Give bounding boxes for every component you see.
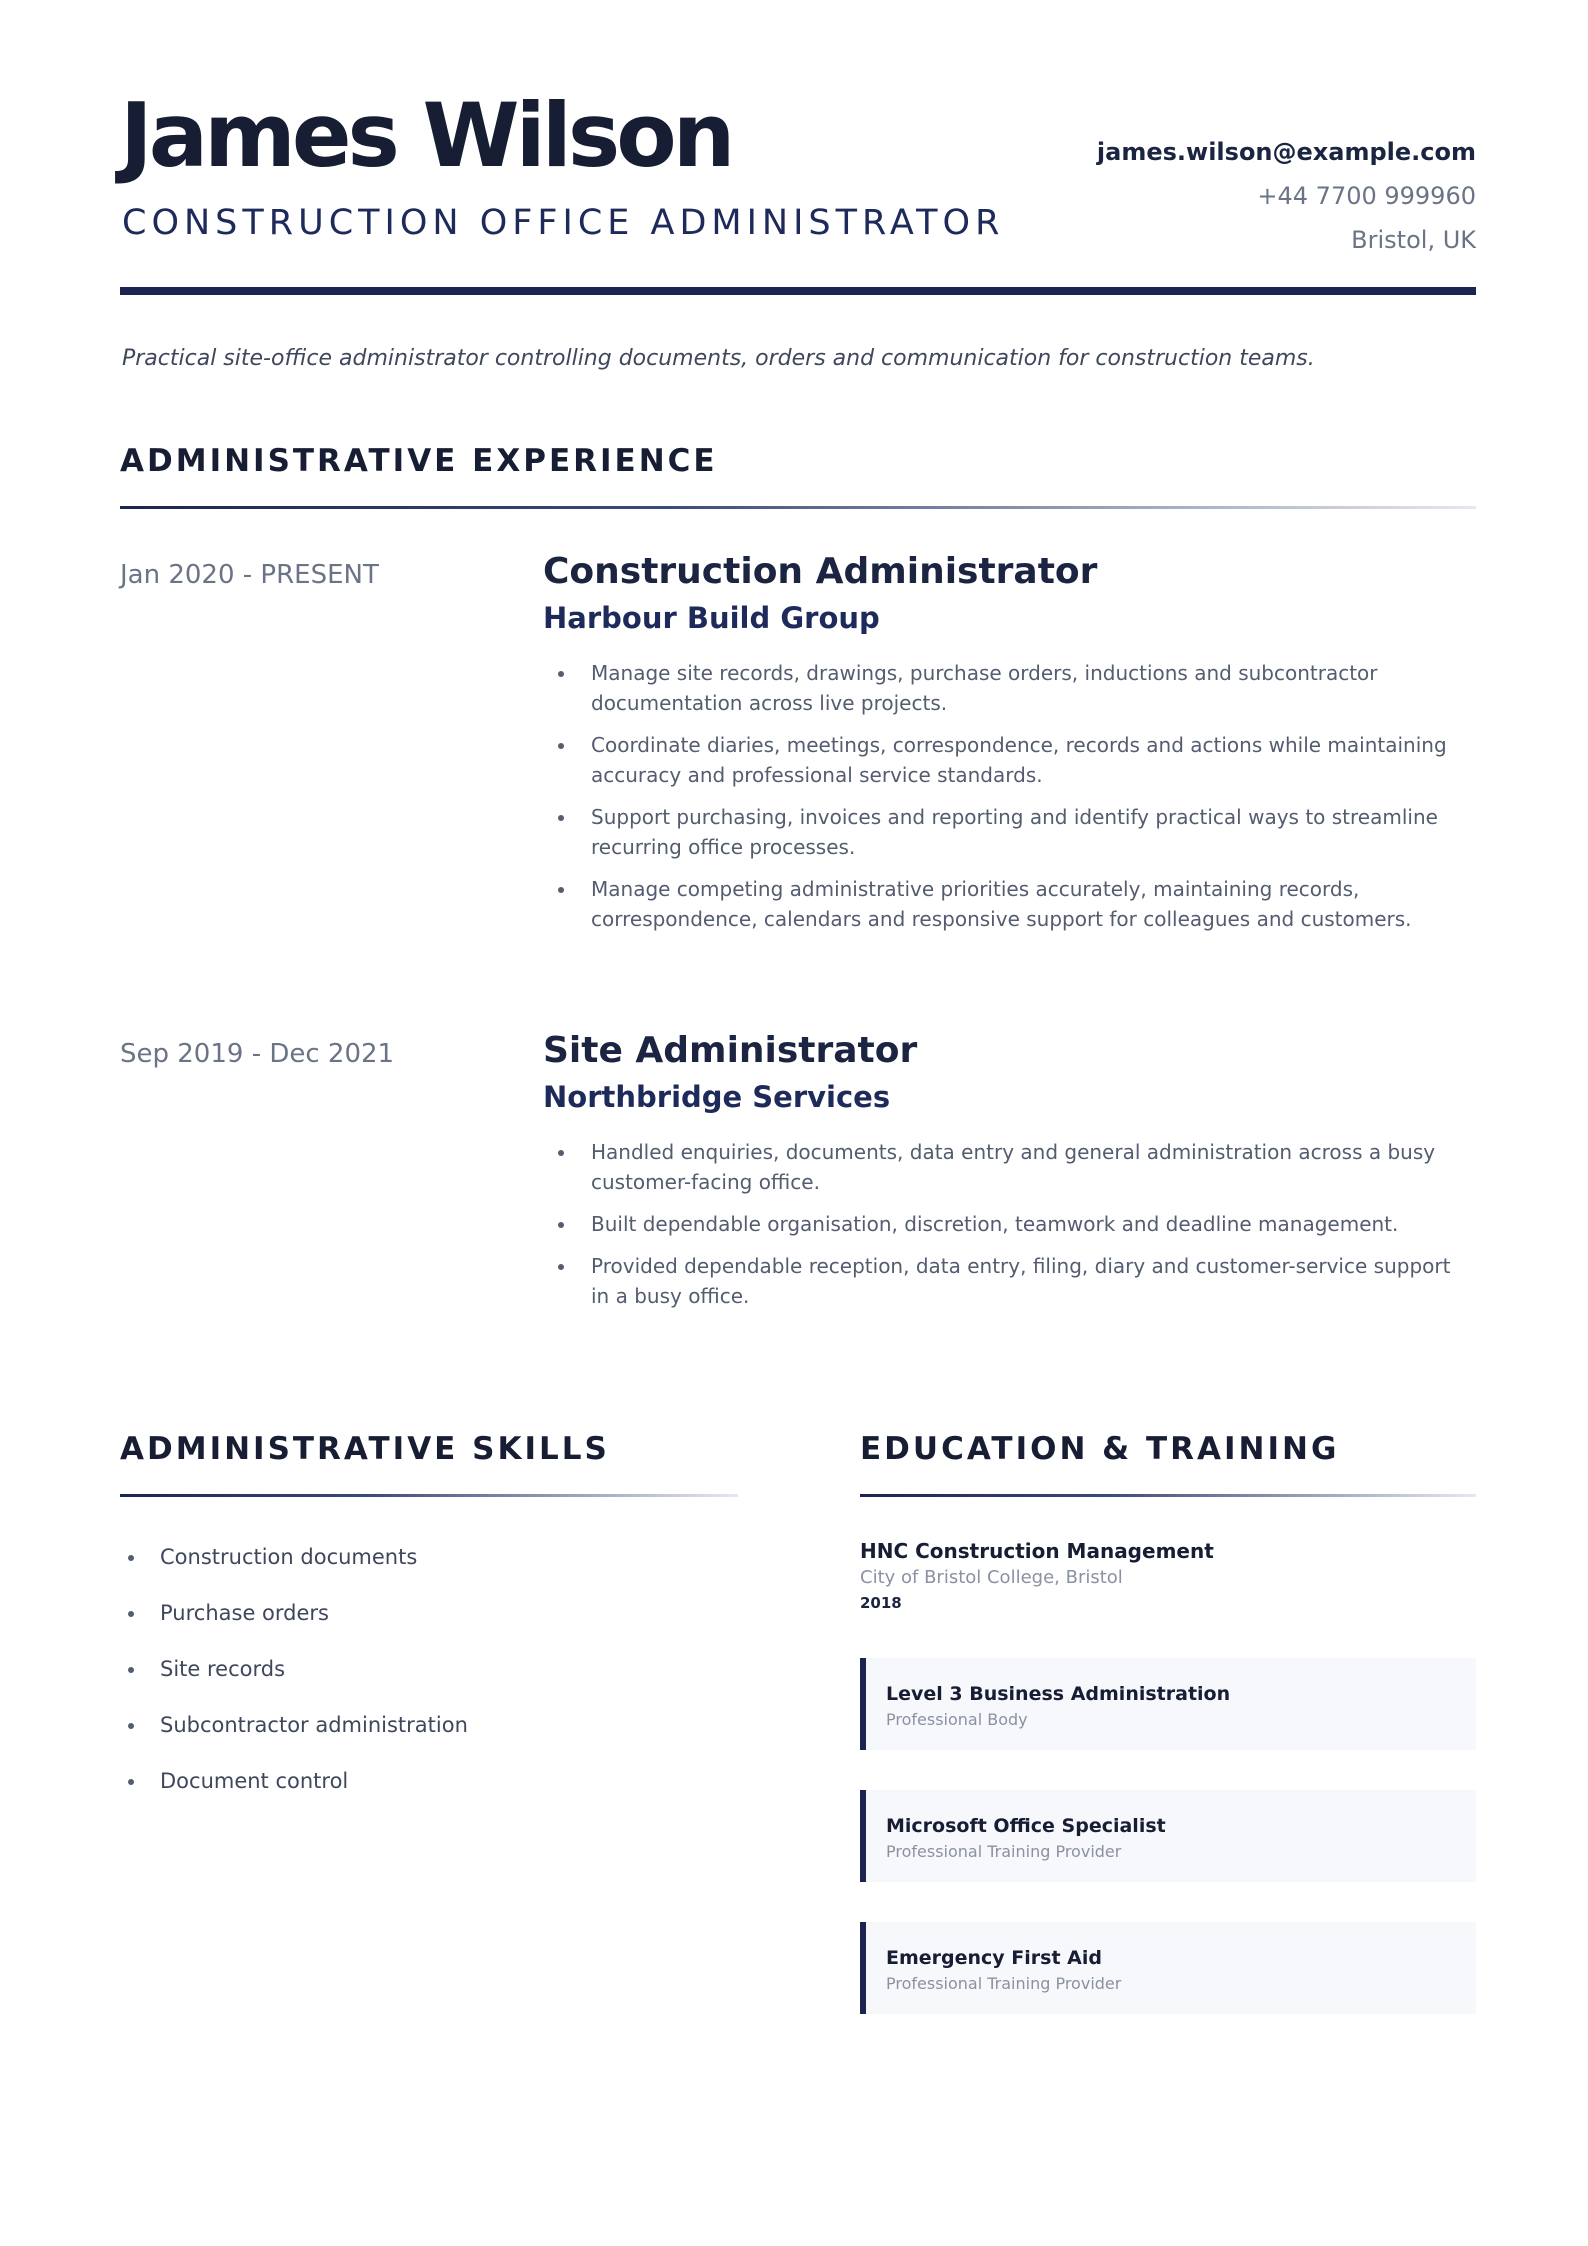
contact-phone: +44 7700 999960 [1257, 182, 1476, 210]
job-bullet: Handled enquiries, documents, data entry and general administration across a busy customer-facing office. [591, 1137, 1476, 1197]
candidate-title: CONSTRUCTION OFFICE ADMINISTRATOR [122, 203, 1005, 243]
education-institution: City of Bristol College, Bristol [860, 1567, 1123, 1588]
contact-location: Bristol, UK [1351, 226, 1476, 254]
candidate-name: James Wilson [120, 84, 732, 187]
skill-item: Purchase orders [160, 1591, 468, 1647]
education-year: 2018 [860, 1594, 902, 1612]
job-bullet: Support purchasing, invoices and reporting and identify practical ways to streamline recurring office processes. [591, 802, 1476, 862]
job-company: Northbridge Services [543, 1080, 891, 1114]
certification-issuer: Professional Body [886, 1710, 1028, 1729]
experience-heading: ADMINISTRATIVE EXPERIENCE [120, 443, 718, 479]
job-dates: Jan 2020 - PRESENT [120, 560, 379, 590]
certification-issuer: Professional Training Provider [886, 1974, 1122, 1993]
skills-list [160, 1535, 468, 1815]
certification-title: Level 3 Business Administration [886, 1683, 1231, 1705]
job-body [543, 551, 1476, 946]
job-role: Site Administrator [543, 1030, 918, 1071]
skills-divider [120, 1494, 738, 1497]
certification-title: Microsoft Office Specialist [886, 1815, 1166, 1837]
certification-card [860, 1790, 1476, 1882]
job-body [543, 1030, 1476, 1323]
certification-card [860, 1658, 1476, 1750]
profile-summary: Practical site-office administrator controlling documents, orders and communication for construction teams. [122, 346, 1315, 371]
contact-email[interactable]: james.wilson@example.com [1096, 138, 1476, 166]
contact-block [1097, 130, 1476, 262]
header-divider [120, 287, 1476, 295]
education-heading: EDUCATION & TRAINING [860, 1431, 1340, 1467]
skill-item: Site records [160, 1647, 468, 1703]
education-entry [860, 1537, 1476, 1615]
skills-heading: ADMINISTRATIVE SKILLS [120, 1431, 610, 1467]
certification-card [860, 1922, 1476, 2014]
education-divider [860, 1494, 1476, 1497]
job-role: Construction Administrator [543, 551, 1098, 592]
skill-item: Document control [160, 1759, 468, 1815]
experience-divider [120, 506, 1476, 509]
job-company: Harbour Build Group [543, 601, 880, 635]
job-bullet: Coordinate diaries, meetings, correspondence, records and actions while maintaining accuracy and professional service standards. [591, 730, 1476, 790]
job-bullet: Manage competing administrative priorities accurately, maintaining records, correspondence, calendars and responsive support for colleagues and customers. [591, 874, 1476, 934]
certification-issuer: Professional Training Provider [886, 1842, 1122, 1861]
skill-item: Construction documents [160, 1535, 468, 1591]
job-bullet: Built dependable organisation, discretion, teamwork and deadline management. [591, 1209, 1476, 1239]
job-bullet: Manage site records, drawings, purchase orders, inductions and subcontractor documentation across live projects. [591, 658, 1476, 718]
job-dates: Sep 2019 - Dec 2021 [120, 1039, 395, 1069]
job-bullets [543, 658, 1476, 934]
certification-title: Emergency First Aid [886, 1947, 1102, 1969]
resume-page [120, 0, 1476, 2246]
skill-item: Subcontractor administration [160, 1703, 468, 1759]
job-bullet: Provided dependable reception, data entry, filing, diary and customer-service support in a busy office. [591, 1251, 1476, 1311]
job-bullets [543, 1137, 1476, 1311]
education-title: HNC Construction Management [860, 1539, 1214, 1563]
